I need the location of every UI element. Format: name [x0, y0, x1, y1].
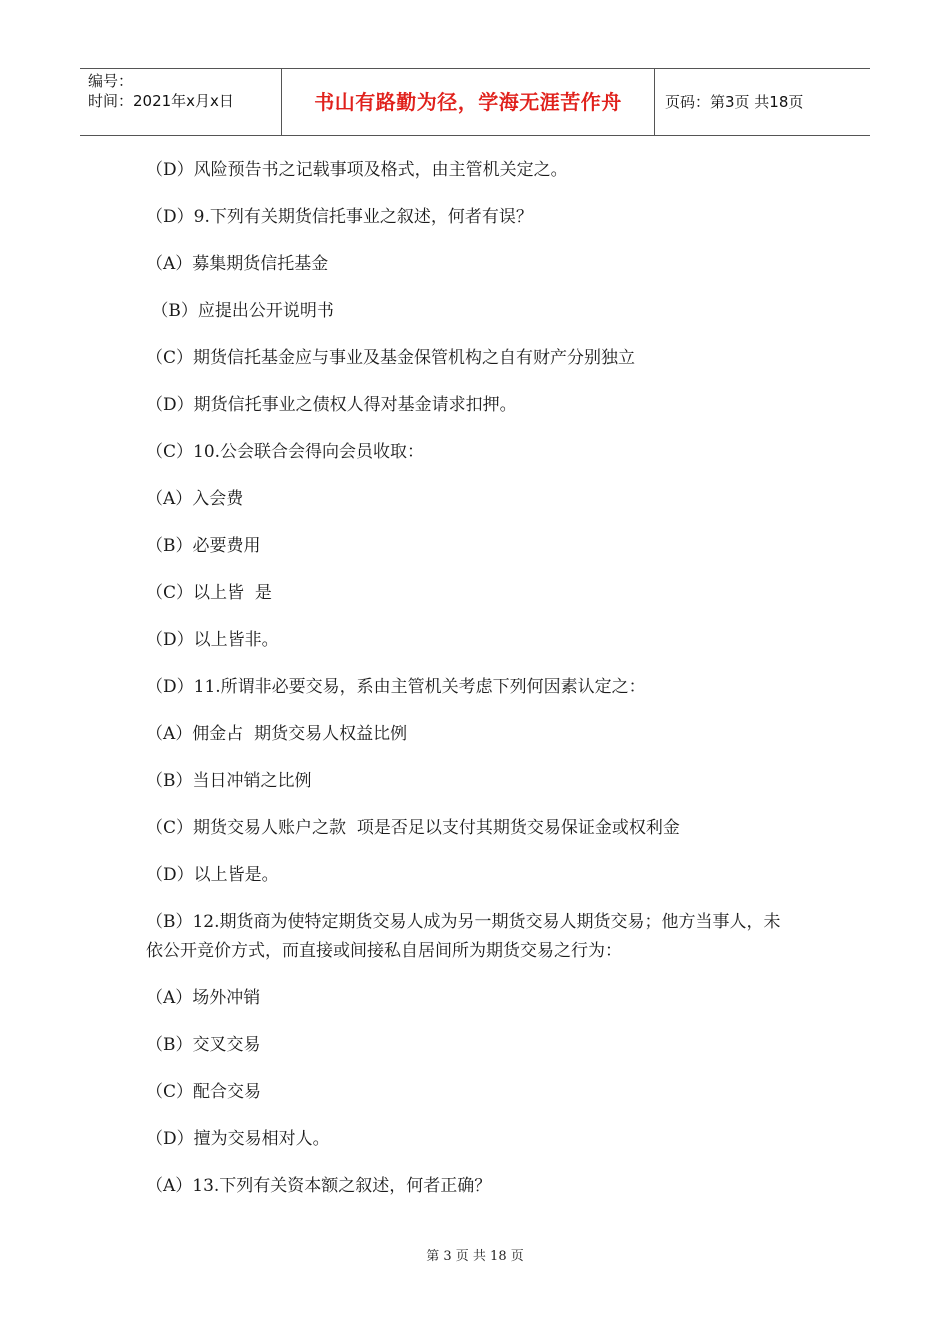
- option-line: （B）当日冲销之比例: [146, 771, 312, 791]
- header-motto: 书山有路勤为径，学海无涯苦作舟: [314, 90, 622, 114]
- question-line: （D）11.所谓非必要交易，系由主管机关考虑下列何因素认定之：: [146, 677, 646, 697]
- option-line: （D）期货信托事业之债权人得对基金请求扣押。: [146, 395, 517, 415]
- option-line: （C）以上皆 是: [146, 583, 272, 603]
- option-line: （C）配合交易: [146, 1082, 262, 1102]
- question-line: （D）9.下列有关期货信托事业之叙述，何者有误？: [146, 207, 533, 227]
- option-line: （C）期货交易人账户之款 项是否足以支付其期货交易保证金或权利金: [146, 818, 680, 838]
- option-line: （D）擅为交易相对人。: [146, 1129, 330, 1149]
- page-footer: 第 3 页 共 18 页: [426, 1249, 524, 1264]
- option-line: （D）以上皆非。: [146, 630, 279, 650]
- question-line: （C）10.公会联合会得向会员收取：: [146, 442, 425, 462]
- option-line: （B）应提出公开说明书: [146, 301, 334, 321]
- option-line: （B）交叉交易: [146, 1035, 261, 1055]
- option-line: （A）募集期货信托基金: [146, 254, 329, 274]
- option-line: （A）场外冲销: [146, 988, 261, 1008]
- header-divider: [654, 69, 655, 135]
- question-line: （B）12.期货商为使特定期货交易人成为另一期货交易人期货交易；他方当事人，未依公开竞价方式，而直接或间接私自居间所为期货交易之行为：: [146, 912, 781, 961]
- option-line: （A）佣金占 期货交易人权益比例: [146, 724, 408, 744]
- option-line: （A）入会费: [146, 489, 244, 509]
- question-line: （A）13.下列有关资本额之叙述，何者正确？: [146, 1176, 492, 1196]
- header-page-info: 页码：第3页 共18页: [665, 93, 804, 111]
- text-line: （D）风险预告书之记载事项及格式，由主管机关定之。: [146, 160, 568, 180]
- number-label: 编号：: [88, 72, 134, 90]
- document-body: [146, 156, 796, 1219]
- option-line: （D）以上皆是。: [146, 865, 279, 885]
- time-label: 时间：2021年x月x日: [88, 92, 234, 110]
- option-line: （C）期货信托基金应与事业及基金保管机构之自有财产分别独立: [146, 348, 636, 368]
- option-line: （B）必要费用: [146, 536, 261, 556]
- header-meta: [88, 71, 234, 111]
- page-header: [80, 68, 870, 136]
